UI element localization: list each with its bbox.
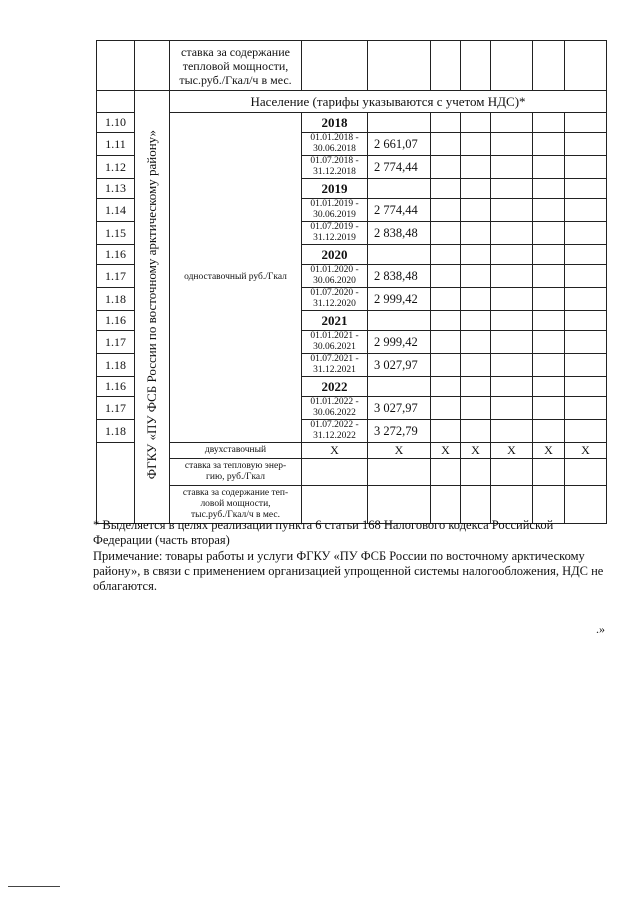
empty-cell xyxy=(302,459,368,486)
x-mark: Х xyxy=(533,443,565,459)
tariff-value: 2 774,44 xyxy=(368,156,431,179)
tariff-value: 2 774,44 xyxy=(368,199,431,222)
period-label: 01.07.2020 - 31.12.2020 xyxy=(302,288,368,311)
empty-cell xyxy=(431,397,461,420)
empty-cell xyxy=(533,288,565,311)
empty-cell xyxy=(461,113,491,133)
empty-cell xyxy=(431,311,461,331)
tariff-value: 2 838,48 xyxy=(368,265,431,288)
empty-cell xyxy=(461,222,491,245)
population-row xyxy=(97,91,607,113)
empty-cell xyxy=(533,245,565,265)
empty-cell xyxy=(491,459,533,486)
empty-cell xyxy=(491,156,533,179)
empty-cell xyxy=(461,354,491,377)
tariff-value: 3 027,97 xyxy=(368,397,431,420)
empty-cell xyxy=(97,41,135,91)
empty-cell xyxy=(565,459,607,486)
tariff-value: 2 999,42 xyxy=(368,288,431,311)
empty-cell xyxy=(431,331,461,354)
empty-cell xyxy=(491,331,533,354)
empty-cell xyxy=(491,199,533,222)
empty-cell xyxy=(491,41,533,91)
period-label: 01.01.2019 - 30.06.2019 xyxy=(302,199,368,222)
tariff-value: 2 661,07 xyxy=(368,133,431,156)
empty-cell xyxy=(431,354,461,377)
empty-cell xyxy=(533,199,565,222)
empty-cell xyxy=(491,420,533,443)
x-mark: Х xyxy=(368,443,431,459)
empty-cell xyxy=(533,222,565,245)
empty-cell xyxy=(565,41,607,91)
page-footer-line xyxy=(8,886,60,887)
tariff-value: 3 027,97 xyxy=(368,354,431,377)
year-label: 2020 xyxy=(302,245,368,265)
empty-cell xyxy=(135,41,170,91)
empty-cell xyxy=(431,245,461,265)
year-label: 2018 xyxy=(302,113,368,133)
empty-cell xyxy=(431,459,461,486)
empty-cell xyxy=(533,377,565,397)
closing-quote: .» xyxy=(596,622,605,636)
empty-cell xyxy=(431,156,461,179)
empty-cell xyxy=(368,459,431,486)
row-number: 1.16 xyxy=(97,377,135,397)
empty-cell xyxy=(461,179,491,199)
tax-note: Примечание: товары работы и услуги ФГКУ «ПУ ФСБ России по восточному арктическому району», в связи с применением организацией упрощенной системы налогообложения, НДС не облагаются. xyxy=(93,549,604,593)
empty-cell xyxy=(533,331,565,354)
empty-cell xyxy=(491,179,533,199)
year-label: 2022 xyxy=(302,377,368,397)
year-label: 2021 xyxy=(302,311,368,331)
row-number: 1.18 xyxy=(97,420,135,443)
empty-cell xyxy=(533,459,565,486)
row-number: 1.13 xyxy=(97,179,135,199)
period-label: 01.07.2021 - 31.12.2021 xyxy=(302,354,368,377)
year-label: 2019 xyxy=(302,179,368,199)
period-label: 01.01.2022 - 30.06.2022 xyxy=(302,397,368,420)
empty-cell xyxy=(431,41,461,91)
x-mark: Х xyxy=(565,443,607,459)
two-rate-row xyxy=(97,443,607,459)
empty-cell xyxy=(368,377,431,397)
organization-name: ФГКУ «ПУ ФСБ России по восточному арктическому району» xyxy=(144,129,159,480)
empty-cell xyxy=(461,331,491,354)
empty-cell xyxy=(368,245,431,265)
empty-cell xyxy=(461,397,491,420)
empty-cell xyxy=(97,443,135,524)
empty-cell xyxy=(431,377,461,397)
empty-cell xyxy=(431,179,461,199)
empty-cell xyxy=(565,397,607,420)
x-mark: Х xyxy=(491,443,533,459)
empty-cell xyxy=(368,311,431,331)
empty-cell xyxy=(565,179,607,199)
period-label: 01.01.2018 - 30.06.2018 xyxy=(302,133,368,156)
empty-cell xyxy=(491,222,533,245)
empty-cell xyxy=(461,377,491,397)
year-row xyxy=(97,113,607,133)
empty-cell xyxy=(491,113,533,133)
empty-cell xyxy=(565,156,607,179)
empty-cell xyxy=(461,133,491,156)
row-number: 1.14 xyxy=(97,199,135,222)
period-label: 01.07.2018 - 31.12.2018 xyxy=(302,156,368,179)
empty-cell xyxy=(461,156,491,179)
empty-cell xyxy=(461,41,491,91)
empty-cell xyxy=(97,91,135,113)
two-rate-label: двухставочный xyxy=(170,443,302,459)
empty-cell xyxy=(533,354,565,377)
row-number: 1.12 xyxy=(97,156,135,179)
tariff-table xyxy=(96,40,607,524)
capacity-row-top xyxy=(97,41,607,91)
empty-cell xyxy=(431,133,461,156)
empty-cell xyxy=(533,397,565,420)
empty-cell xyxy=(533,311,565,331)
row-number: 1.17 xyxy=(97,331,135,354)
x-mark: Х xyxy=(431,443,461,459)
empty-cell xyxy=(533,420,565,443)
empty-cell xyxy=(461,459,491,486)
empty-cell xyxy=(491,377,533,397)
empty-cell xyxy=(533,265,565,288)
population-header: Население (тарифы указываются с учетом НДС)* xyxy=(170,91,607,113)
empty-cell xyxy=(461,265,491,288)
organization-cell xyxy=(135,91,170,524)
empty-cell xyxy=(565,199,607,222)
tariff-value: 3 272,79 xyxy=(368,420,431,443)
heat-energy-rate-label: ставка за тепловую энер- гию, руб./Гкал xyxy=(170,459,302,486)
capacity-rate-label: ставка за содержание теп- ловой мощности, тыс.руб./Гкал/ч в мес. xyxy=(170,486,302,524)
empty-cell xyxy=(461,311,491,331)
tariff-value: 2 838,48 xyxy=(368,222,431,245)
row-number: 1.17 xyxy=(97,265,135,288)
empty-cell xyxy=(461,420,491,443)
empty-cell xyxy=(533,113,565,133)
empty-cell xyxy=(431,199,461,222)
period-label: 01.01.2020 - 30.06.2020 xyxy=(302,265,368,288)
row-number: 1.11 xyxy=(97,133,135,156)
tariff-value: 2 999,42 xyxy=(368,331,431,354)
empty-cell xyxy=(491,288,533,311)
period-label: 01.01.2021 - 30.06.2021 xyxy=(302,331,368,354)
empty-cell xyxy=(565,354,607,377)
empty-cell xyxy=(461,199,491,222)
row-number: 1.16 xyxy=(97,311,135,331)
empty-cell xyxy=(368,113,431,133)
row-number: 1.18 xyxy=(97,354,135,377)
empty-cell xyxy=(302,41,368,91)
empty-cell xyxy=(565,265,607,288)
empty-cell xyxy=(491,311,533,331)
empty-cell xyxy=(431,288,461,311)
empty-cell xyxy=(565,420,607,443)
empty-cell xyxy=(565,133,607,156)
empty-cell xyxy=(491,354,533,377)
row-number: 1.17 xyxy=(97,397,135,420)
row-number: 1.15 xyxy=(97,222,135,245)
row-number: 1.16 xyxy=(97,245,135,265)
empty-cell xyxy=(565,331,607,354)
row-number: 1.18 xyxy=(97,288,135,311)
empty-cell xyxy=(461,245,491,265)
empty-cell xyxy=(565,113,607,133)
empty-cell xyxy=(491,133,533,156)
period-label: 01.07.2019 - 31.12.2019 xyxy=(302,222,368,245)
heat-energy-row xyxy=(97,459,607,486)
period-label: 01.07.2022 - 31.12.2022 xyxy=(302,420,368,443)
empty-cell xyxy=(533,133,565,156)
empty-cell xyxy=(565,311,607,331)
empty-cell xyxy=(431,420,461,443)
empty-cell xyxy=(533,179,565,199)
empty-cell xyxy=(461,288,491,311)
vat-footnote: * Выделяется в целях реализации пункта 6 статьи 168 Налогового кодекса Российской Федерации (часть вторая) xyxy=(93,518,554,547)
empty-cell xyxy=(565,288,607,311)
x-mark: Х xyxy=(461,443,491,459)
empty-cell xyxy=(431,265,461,288)
empty-cell xyxy=(533,156,565,179)
empty-cell xyxy=(565,245,607,265)
empty-cell xyxy=(565,222,607,245)
single-rate-label: одноставочный руб./Гкал xyxy=(170,113,302,443)
empty-cell xyxy=(368,41,431,91)
empty-cell xyxy=(491,245,533,265)
x-mark: Х xyxy=(302,443,368,459)
empty-cell xyxy=(368,179,431,199)
row-number: 1.10 xyxy=(97,113,135,133)
empty-cell xyxy=(431,113,461,133)
empty-cell xyxy=(431,222,461,245)
empty-cell xyxy=(533,41,565,91)
empty-cell xyxy=(565,377,607,397)
empty-cell xyxy=(491,265,533,288)
empty-cell xyxy=(491,397,533,420)
capacity-rate-header: ставка за содержание тепловой мощности, тыс.руб./Гкал/ч в мес. xyxy=(170,41,302,91)
